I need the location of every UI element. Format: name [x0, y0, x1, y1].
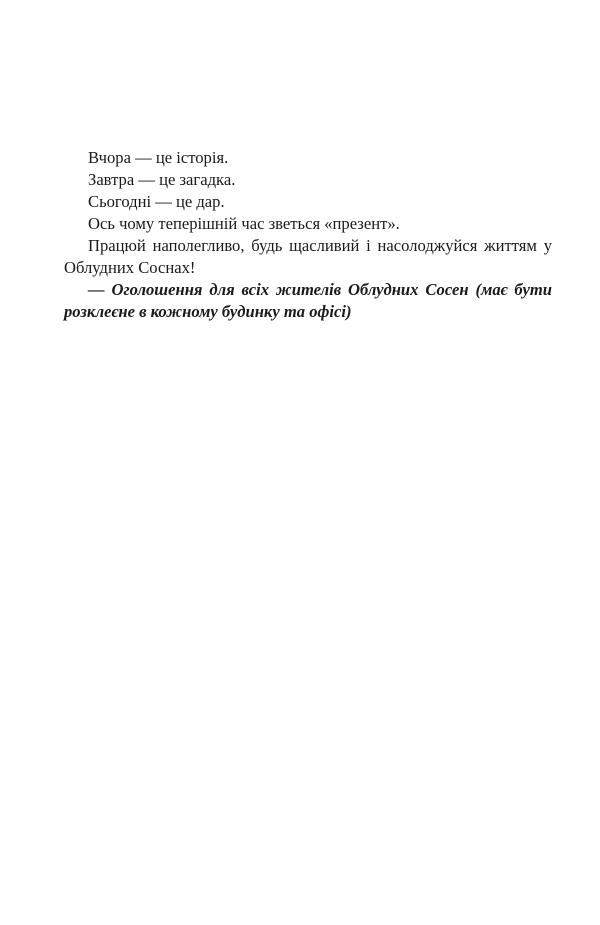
epigraph-line-present: Ось чому теперішній час зветься «презент».: [88, 214, 400, 233]
epigraph-line-today: Сьогодні — це дар.: [88, 192, 225, 211]
epigraph-line-yesterday: Вчора — це історія.: [88, 148, 229, 167]
epigraph: [64, 147, 552, 323]
epigraph-attribution: — Оголошення для всіх жителів Облудних Сосен (має бути розклеєне в кожному будинку та офісі): [64, 280, 552, 321]
epigraph-line-work-hard: Працюй наполегливо, будь щасливий і насолоджуйся життям у Облудних Соснах!: [64, 236, 552, 277]
epigraph-line-tomorrow: Завтра — це загадка.: [88, 170, 236, 189]
